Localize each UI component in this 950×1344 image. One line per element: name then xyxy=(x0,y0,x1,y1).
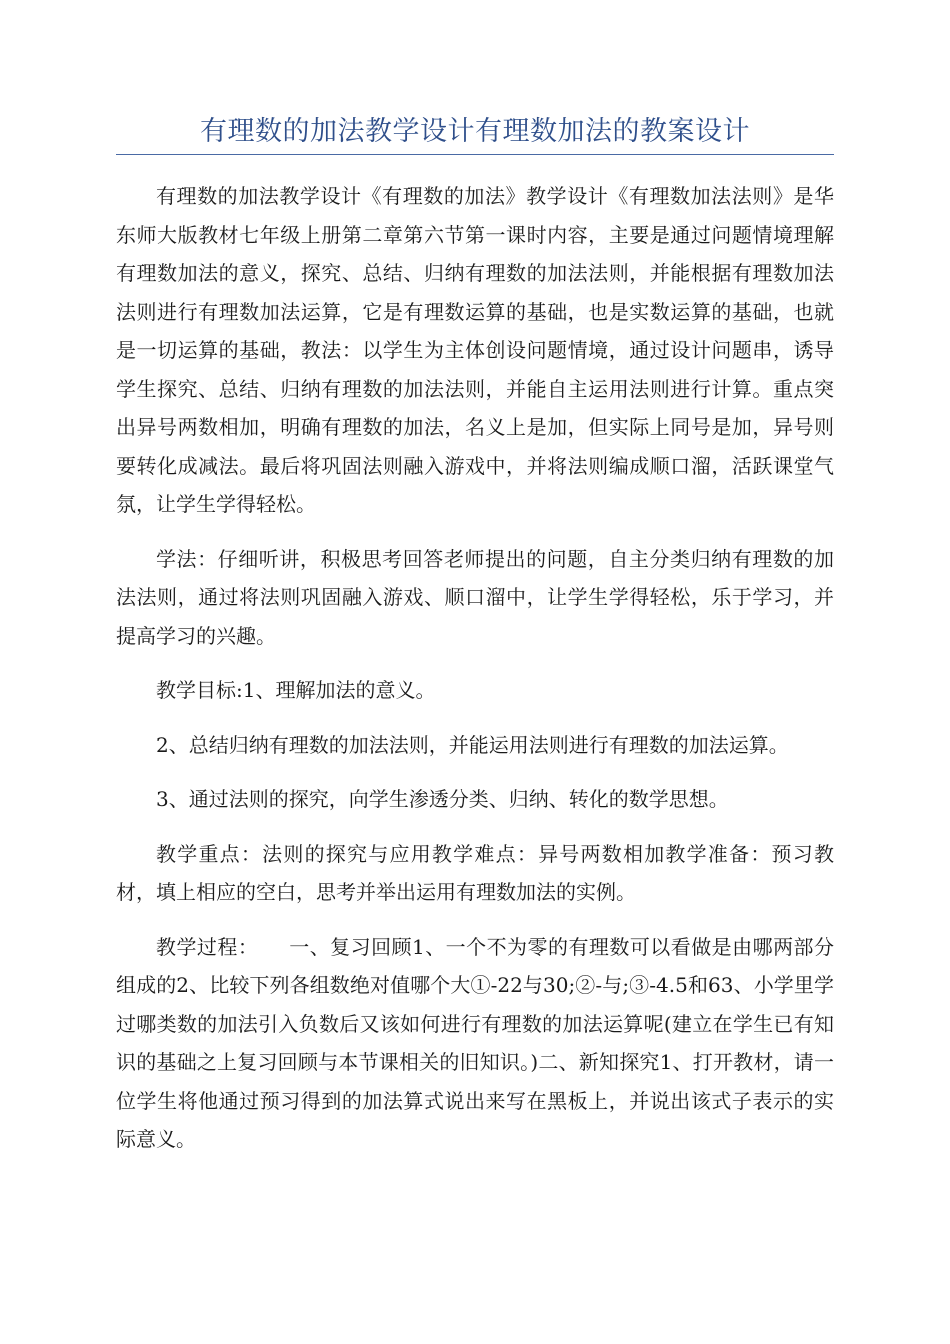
paragraph-objective-2: 2、总结归纳有理数的加法法则，并能运用法则进行有理数的加法运算。 xyxy=(156,732,789,757)
paragraph-key-points: 教学重点：法则的探究与应用教学难点：异号两数相加教学准备：预习教材，填上相应的空白，思考并举出运用有理数加法的实例。 xyxy=(116,841,834,904)
paragraph-objective-3: 3、通过法则的探究，向学生渗透分类、归纳、转化的数学思想。 xyxy=(156,787,729,811)
paragraph-process: 教学过程： 一、复习回顾1、一个不为零的有理数可以看做是由哪两部分组成的2、比较下列各组数绝对值哪个大①-22与30;②-与;③-4.5和63、小学里学过哪类数的加法引入负数后又该如何进行有理数的加法运算呢(建立在学生已有知识的基础之上复习回顾与本节课相关的旧知识。)二、新知探究1、打开教材，请一位学生将他通过预习得到的加法算式说出来写在黑板上，并说出该式子表示的实际意义。 xyxy=(116,934,834,1151)
paragraph-intro: 有理数的加法教学设计《有理数的加法》教学设计《有理数加法法则》是华东师大版教材七年级上册第二章第六节第一课时内容，主要是通过问题情境理解有理数加法的意义，探究、总结、归纳有理数的加法法则，并能根据有理数加法法则进行有理数加法运算，它是有理数运算的基础，也是实数运算的基础，也就是一切运算的基础，教法：以学生为主体创设问题情境，通过设计问题串，诱导学生探究、总结、归纳有理数的加法法则，并能自主运用法则进行计算。重点突出异号两数相加，明确有理数的加法，名义上是加，但实际上同号是加，异号则要转化成减法。最后将巩固法则融入游戏中，并将法则编成顺口溜，活跃课堂气氛，让学生学得轻松。 xyxy=(116,184,834,516)
paragraph-objective-1: 教学目标:1、理解加法的意义。 xyxy=(156,678,436,702)
document-page xyxy=(116,110,834,1175)
document-title: 有理数的加法教学设计有理数加法的教案设计 xyxy=(200,116,750,147)
paragraph-study-method: 学法：仔细听讲，积极思考回答老师提出的问题，自主分类归纳有理数的加法法则，通过将法则巩固融入游戏、顺口溜中，让学生学得轻松，乐于学习，并提高学习的兴趣。 xyxy=(116,546,834,648)
title-underline xyxy=(116,154,834,155)
